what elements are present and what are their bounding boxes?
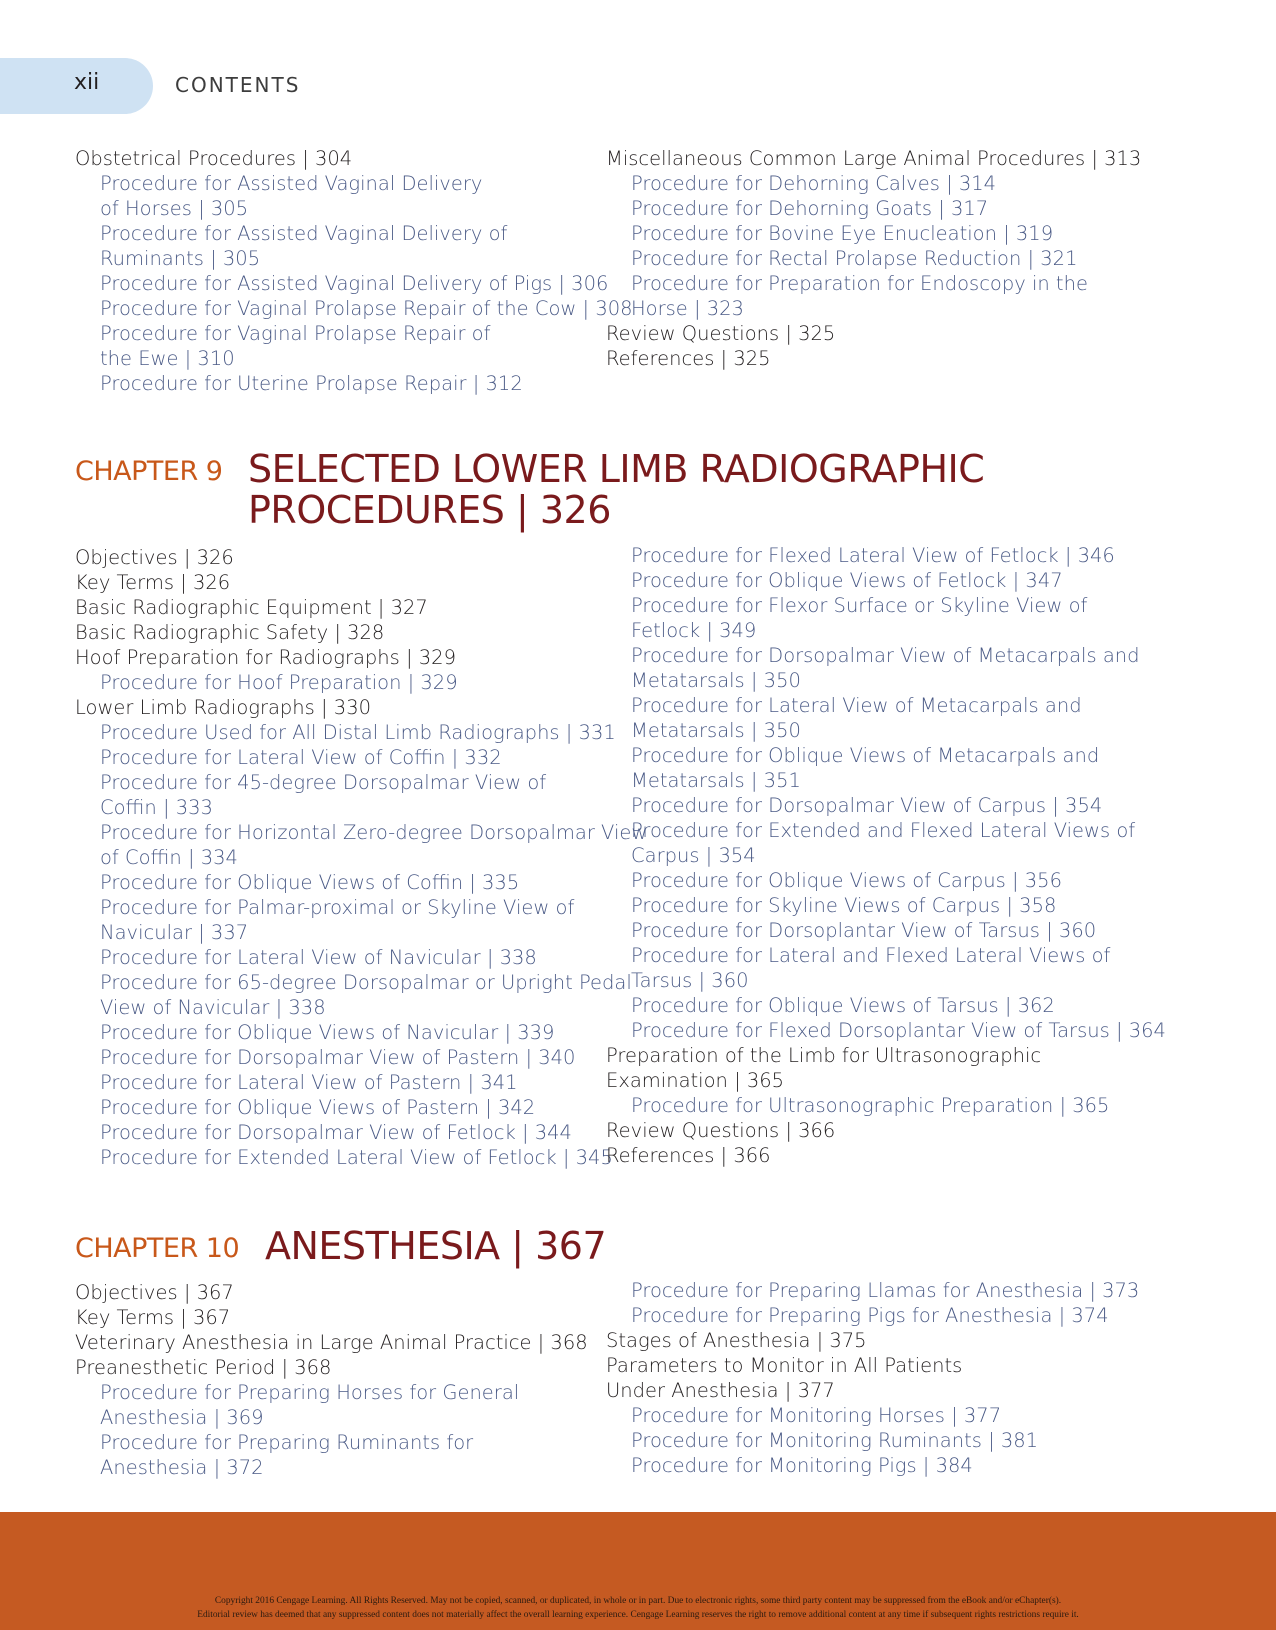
toc-entry[interactable]: [631, 171, 1166, 196]
toc-entry[interactable]: [606, 1143, 1166, 1168]
running-head: CONTENTS: [175, 73, 301, 97]
toc-entry-line: References | 366: [606, 1144, 771, 1167]
toc-entry-line: Tarsus | 360: [631, 969, 749, 992]
toc-entry-line: Procedure for Assisted Vaginal Delivery of: [100, 222, 508, 245]
toc-entry-line: Metatarsals | 351: [631, 769, 801, 792]
page-number: xii: [74, 70, 100, 95]
toc-entry[interactable]: [631, 196, 1166, 221]
toc-entry[interactable]: [100, 770, 595, 820]
toc-entry[interactable]: [631, 693, 1166, 743]
toc-entry-line: Navicular | 337: [100, 921, 249, 944]
copyright-line: Editorial review has deemed that any suppressed content does not materially affect the overall learning experience. Cengage Learning reserves the right to remove additional content at any time if subsequent rights restrictions require it.: [197, 1610, 1079, 1620]
toc-entry-line: Procedure for Vaginal Prolapse Repair of: [100, 322, 491, 345]
toc-entry[interactable]: [100, 1145, 613, 1170]
toc-entry-line: Anesthesia | 369: [100, 1406, 264, 1429]
toc-entry[interactable]: [631, 643, 1166, 693]
toc-entry-line: Procedure Used for All Distal Limb Radiographs | 331: [100, 721, 616, 744]
toc-entry[interactable]: [631, 818, 1166, 868]
toc-entry-line: Coffin | 333: [100, 796, 213, 819]
toc-entry[interactable]: [100, 1070, 595, 1095]
toc-entry[interactable]: [75, 146, 595, 171]
toc-entry-line: Lower Limb Radiographs | 330: [75, 696, 372, 719]
toc-entry-line: Procedure for Monitoring Ruminants | 381: [631, 1429, 1039, 1452]
toc-entry-line: Procedure for Oblique Views of Metacarpals and: [631, 744, 1100, 767]
toc-entry[interactable]: [606, 1353, 1166, 1403]
toc-entry[interactable]: [606, 321, 1166, 346]
toc-entry[interactable]: [75, 1355, 595, 1380]
toc-entry-line: Ruminants | 305: [100, 247, 261, 270]
toc-entry-line: Procedure for Oblique Views of Coffin | 335: [100, 871, 520, 894]
toc-entry-line: Procedure for Horizontal Zero-degree Dorsopalmar View: [100, 821, 648, 844]
toc-entry-line: Key Terms | 367: [75, 1306, 231, 1329]
toc-entry[interactable]: [100, 1380, 595, 1430]
toc-entry-line: Procedure for Oblique Views of Carpus | 356: [631, 869, 1062, 892]
toc-entry[interactable]: [100, 970, 632, 1020]
toc-entry-line: Procedure for Dorsopalmar View of Pastern | 340: [100, 1046, 576, 1069]
toc-entry[interactable]: [100, 1045, 595, 1070]
toc-entry[interactable]: [631, 993, 1166, 1018]
toc-entry[interactable]: [100, 670, 595, 695]
toc-entry[interactable]: [631, 918, 1166, 943]
toc-entry-line: Key Terms | 326: [75, 571, 231, 594]
toc-entry[interactable]: [631, 568, 1166, 593]
toc-entry-line: Procedure for Flexed Lateral View of Fetlock | 346: [631, 544, 1115, 567]
toc-entry[interactable]: [75, 1280, 595, 1305]
toc-entry[interactable]: [100, 870, 595, 895]
chapter-title: [248, 449, 984, 531]
toc-entry-line: Miscellaneous Common Large Animal Procedures | 313: [606, 147, 1142, 170]
toc-entry[interactable]: [606, 346, 1166, 371]
toc-entry-line: Horse | 323: [631, 297, 744, 320]
toc-column-right: [606, 146, 1166, 371]
toc-entry[interactable]: [631, 943, 1166, 993]
toc-entry[interactable]: [75, 645, 595, 670]
toc-entry[interactable]: [100, 1120, 595, 1145]
copyright-line: Copyright 2016 Cengage Learning. All Rights Reserved. May not be copied, scanned, or duplicated, in whole or in part. Due to electronic rights, some third party content may be suppressed from the eBook and/or eChapter(s).: [214, 1596, 1062, 1606]
toc-column-right: [606, 1278, 1166, 1478]
toc-column-left: [75, 1280, 595, 1480]
toc-entry[interactable]: [75, 545, 595, 570]
toc-entry-line: Parameters to Monitor in All Patients: [606, 1354, 963, 1377]
chapter-title-line: SELECTED LOWER LIMB RADIOGRAPHIC: [248, 447, 985, 491]
toc-entry[interactable]: [100, 371, 595, 396]
toc-entry-line: Procedure for Dehorning Goats | 317: [631, 197, 989, 220]
toc-entry-line: Procedure for 45-degree Dorsopalmar View of: [100, 771, 547, 794]
toc-entry-line: Basic Radiographic Equipment | 327: [75, 596, 428, 619]
toc-entry-line: Procedure for Lateral View of Coffin | 332: [100, 746, 502, 769]
toc-entry-line: References | 325: [606, 347, 771, 370]
toc-entry-line: Procedure for Lateral View of Navicular | 338: [100, 946, 537, 969]
toc-entry-line: Procedure for Preparing Horses for General: [100, 1381, 520, 1404]
toc-entry-line: Preparation of the Limb for Ultrasonographic: [606, 1044, 1042, 1067]
toc-entry-line: Procedure for Oblique Views of Navicular | 339: [100, 1021, 555, 1044]
toc-entry-line: Procedure for Preparing Llamas for Anesthesia | 373: [631, 1279, 1140, 1302]
toc-entry[interactable]: [631, 793, 1166, 818]
toc-entry[interactable]: [100, 1430, 595, 1480]
toc-entry-line: Procedure for Lateral and Flexed Lateral Views of: [631, 944, 1111, 967]
toc-entry[interactable]: [631, 1428, 1166, 1453]
toc-entry-line: Obstetrical Procedures | 304: [75, 147, 353, 170]
toc-entry[interactable]: [100, 1095, 595, 1120]
toc-entry-line: Procedure for Vaginal Prolapse Repair of the Cow | 308: [100, 297, 633, 320]
toc-entry-line: Procedure for Extended Lateral View of Fetlock | 345: [100, 1146, 613, 1169]
toc-entry[interactable]: [631, 1453, 1166, 1478]
toc-entry-line: Procedure for Monitoring Horses | 377: [631, 1404, 1002, 1427]
toc-entry-line: Procedure for Monitoring Pigs | 384: [631, 1454, 973, 1477]
toc-entry[interactable]: [100, 895, 595, 945]
toc-entry-line: Procedure for Assisted Vaginal Delivery of Pigs | 306: [100, 272, 609, 295]
toc-entry-line: View of Navicular | 338: [100, 996, 326, 1019]
toc-entry[interactable]: [631, 893, 1166, 918]
toc-entry[interactable]: [606, 1118, 1166, 1143]
toc-entry-line: Procedure for Lateral View of Metacarpals and: [631, 694, 1082, 717]
toc-entry[interactable]: [100, 321, 595, 371]
toc-entry-line: of Horses | 305: [100, 197, 249, 220]
toc-entry-line: Objectives | 326: [75, 546, 234, 569]
toc-entry-line: Metatarsals | 350: [631, 669, 801, 692]
toc-entry-line: Procedure for Bovine Eye Enucleation | 319: [631, 222, 1054, 245]
toc-entry-line: Procedure for Preparing Ruminants for: [100, 1431, 474, 1454]
toc-entry-line: Procedure for Palmar-proximal or Skyline View of: [100, 896, 575, 919]
toc-entry[interactable]: [631, 221, 1166, 246]
toc-entry-line: Procedure for Extended and Flexed Lateral Views of: [631, 819, 1136, 842]
copyright-notice: [0, 1594, 1276, 1622]
toc-entry-line: Procedure for Oblique Views of Tarsus | 362: [631, 994, 1055, 1017]
toc-entry[interactable]: [100, 745, 595, 770]
toc-entry[interactable]: [631, 1278, 1166, 1303]
toc-entry[interactable]: [631, 1018, 1166, 1043]
toc-entry-line: Metatarsals | 350: [631, 719, 801, 742]
toc-entry[interactable]: [75, 695, 595, 720]
toc-entry[interactable]: [100, 296, 633, 321]
toc-entry[interactable]: [631, 1093, 1166, 1118]
toc-entry-line: Procedure for 65-degree Dorsopalmar or Upright Pedal: [100, 971, 632, 994]
toc-entry-line: Procedure for Hoof Preparation | 329: [100, 671, 458, 694]
toc-entry-line: Preanesthetic Period | 368: [75, 1356, 332, 1379]
chapter-label: CHAPTER 10: [75, 1233, 240, 1264]
toc-entry[interactable]: [606, 1328, 1166, 1353]
toc-entry[interactable]: [100, 271, 609, 296]
toc-entry[interactable]: [75, 570, 595, 595]
toc-entry[interactable]: [75, 620, 595, 645]
toc-entry[interactable]: [631, 868, 1166, 893]
toc-entry-line: Procedure for Flexor Surface or Skyline View of: [631, 594, 1088, 617]
toc-entry-line: Procedure for Dorsopalmar View of Fetlock | 344: [100, 1121, 572, 1144]
toc-entry-line: Procedure for Skyline Views of Carpus | 358: [631, 894, 1057, 917]
toc-column-right: [606, 543, 1166, 1168]
toc-entry[interactable]: [606, 146, 1166, 171]
toc-entry-line: Procedure for Flexed Dorsoplantar View of Tarsus | 364: [631, 1019, 1166, 1042]
toc-entry-line: Procedure for Dorsoplantar View of Tarsus | 360: [631, 919, 1097, 942]
toc-entry[interactable]: [100, 171, 595, 221]
toc-entry-line: Procedure for Dehorning Calves | 314: [631, 172, 997, 195]
toc-entry-line: Anesthesia | 372: [100, 1456, 264, 1479]
toc-entry[interactable]: [631, 246, 1166, 271]
toc-entry-line: Carpus | 354: [631, 844, 756, 867]
toc-entry[interactable]: [75, 1305, 595, 1330]
toc-entry-line: Procedure for Ultrasonographic Preparation | 365: [631, 1094, 1110, 1117]
toc-entry-line: Under Anesthesia | 377: [606, 1379, 835, 1402]
toc-entry-line: Procedure for Assisted Vaginal Delivery: [100, 172, 483, 195]
chapter-label: CHAPTER 9: [75, 456, 223, 487]
toc-entry-line: Hoof Preparation for Radiographs | 329: [75, 646, 456, 669]
toc-entry-line: Procedure for Dorsopalmar View of Metacarpals and: [631, 644, 1140, 667]
toc-entry-line: the Ewe | 310: [100, 347, 235, 370]
chapter-title-line: ANESTHESIA | 367: [265, 1224, 607, 1268]
toc-entry[interactable]: [75, 595, 595, 620]
toc-entry-line: Basic Radiographic Safety | 328: [75, 621, 385, 644]
toc-entry-line: Procedure for Oblique Views of Pastern | 342: [100, 1096, 536, 1119]
toc-entry-line: Review Questions | 366: [606, 1119, 836, 1142]
toc-entry-line: Review Questions | 325: [606, 322, 836, 345]
toc-entry-line: Procedure for Rectal Prolapse Reduction | 321: [631, 247, 1078, 270]
toc-entry[interactable]: [100, 221, 595, 271]
toc-entry-line: Procedure for Preparation for Endoscopy in the: [631, 272, 1088, 295]
toc-entry-line: of Coffin | 334: [100, 846, 238, 869]
toc-entry[interactable]: [100, 820, 648, 870]
toc-entry[interactable]: [75, 1330, 595, 1355]
toc-entry-line: Examination | 365: [606, 1069, 785, 1092]
toc-entry-line: Procedure for Lateral View of Pastern | 341: [100, 1071, 518, 1094]
toc-entry-line: Veterinary Anesthesia in Large Animal Practice | 368: [75, 1331, 588, 1354]
toc-column-left: [75, 146, 633, 396]
toc-entry-line: Fetlock | 349: [631, 619, 757, 642]
toc-entry[interactable]: [631, 1303, 1166, 1328]
toc-entry[interactable]: [100, 1020, 595, 1045]
toc-entry[interactable]: [631, 1403, 1166, 1428]
toc-entry[interactable]: [100, 945, 595, 970]
toc-entry[interactable]: [606, 1043, 1166, 1093]
toc-entry[interactable]: [631, 543, 1166, 568]
toc-entry-line: Procedure for Dorsopalmar View of Carpus | 354: [631, 794, 1103, 817]
toc-entry[interactable]: [631, 271, 1166, 321]
toc-entry-line: Procedure for Preparing Pigs for Anesthesia | 374: [631, 1304, 1109, 1327]
chapter-title: [265, 1226, 606, 1267]
chapter-title-line: PROCEDURES | 326: [248, 488, 611, 532]
toc-entry[interactable]: [100, 720, 616, 745]
toc-entry-line: Procedure for Uterine Prolapse Repair | 312: [100, 372, 523, 395]
toc-entry[interactable]: [631, 593, 1166, 643]
toc-column-left: [75, 545, 648, 1170]
toc-entry[interactable]: [631, 743, 1166, 793]
toc-entry-line: Objectives | 367: [75, 1281, 234, 1304]
toc-entry-line: Procedure for Oblique Views of Fetlock | 347: [631, 569, 1063, 592]
toc-entry-line: Stages of Anesthesia | 375: [606, 1329, 867, 1352]
